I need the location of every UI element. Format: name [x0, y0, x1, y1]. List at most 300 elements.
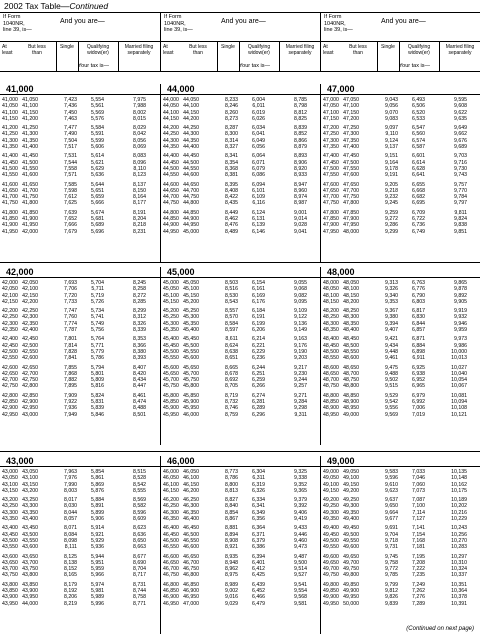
- qualifying-widow-tax-cell: 5,689: [91, 222, 104, 229]
- qualifying-widow-tax-cell: 5,824: [91, 392, 104, 399]
- but-less-than-cell: 43,050: [22, 469, 38, 475]
- single-tax-cell: 7,801: [64, 336, 77, 343]
- but-less-than-cell: 44,900: [183, 216, 199, 223]
- married-separate-tax-cell: 10,378: [451, 594, 467, 601]
- but-less-than-cell: 45,850: [183, 392, 199, 399]
- single-tax-cell: 8,408: [225, 187, 238, 194]
- qualifying-widow-tax-cell: 6,479: [252, 600, 265, 607]
- table-row: [161, 544, 321, 550]
- but-less-than-cell: 42,050: [22, 280, 38, 286]
- qualifying-widow-tax-cell: 7,100: [412, 503, 425, 510]
- qualifying-widow-tax-cell: 6,146: [252, 228, 265, 235]
- at-least-cell: 49,750: [323, 572, 339, 579]
- at-least-cell: 42,350: [2, 327, 18, 334]
- but-less-than-cell: 41,450: [22, 153, 38, 160]
- single-tax-cell: 9,070: [385, 109, 398, 116]
- table-row: [321, 229, 480, 235]
- at-least-cell: 47,000: [323, 97, 339, 103]
- single-tax-cell: 8,692: [225, 377, 238, 384]
- table-row: [161, 116, 321, 122]
- but-less-than-cell: 48,950: [343, 405, 359, 412]
- married-separate-tax-cell: 8,096: [133, 159, 146, 166]
- at-least-cell: 44,150: [163, 115, 179, 122]
- single-tax-cell: 8,746: [225, 405, 238, 412]
- married-separate-tax-cell: 9,824: [454, 216, 467, 223]
- single-tax-cell: 9,164: [385, 159, 398, 166]
- but-less-than-cell: 47,300: [343, 131, 359, 138]
- but-less-than-cell: 47,950: [343, 222, 359, 229]
- married-separate-tax-cell: 8,231: [133, 228, 146, 235]
- single-tax-cell: 8,246: [225, 103, 238, 110]
- qualifying-widow-tax-cell: 6,493: [412, 97, 425, 103]
- at-least-cell: 45,500: [163, 348, 179, 355]
- married-separate-tax-cell: 8,798: [294, 103, 307, 110]
- at-least-cell: 48,550: [323, 355, 339, 362]
- qualifying-widow-tax-cell: 6,401: [252, 559, 265, 566]
- qualifying-widow-tax-cell: 6,871: [412, 336, 425, 343]
- married-separate-tax-cell: 9,109: [294, 308, 307, 315]
- row-list: [0, 469, 160, 607]
- single-tax-cell: 9,664: [385, 509, 398, 516]
- married-separate-tax-cell: 9,932: [454, 314, 467, 321]
- income-block: [160, 84, 321, 262]
- single-tax-cell: 9,421: [385, 336, 398, 343]
- but-less-than-cell: 43,800: [22, 572, 38, 579]
- but-less-than-cell: 46,350: [183, 509, 199, 516]
- qualifying-widow-tax-cell: 5,779: [91, 348, 104, 355]
- at-least-cell: 49,950: [323, 600, 339, 607]
- but-less-than-cell: 48,550: [343, 348, 359, 355]
- single-tax-cell: 8,381: [225, 172, 238, 179]
- qualifying-widow-tax-cell: 6,229: [252, 348, 265, 355]
- single-tax-cell: 9,596: [385, 475, 398, 482]
- single-tax-cell: 7,760: [64, 314, 77, 321]
- income-heading-text: 41,000: [6, 84, 34, 94]
- but-less-than-cell: 43,900: [22, 588, 38, 595]
- single-tax-cell: 9,286: [385, 222, 398, 229]
- married-separate-tax-cell: 10,270: [451, 537, 467, 544]
- qualifying-widow-tax-cell: 5,816: [91, 383, 104, 390]
- married-separate-tax-cell: 9,460: [294, 537, 307, 544]
- at-least-cell: 45,900: [163, 405, 179, 412]
- but-less-than-cell: 46,600: [183, 544, 199, 551]
- table-row: [0, 516, 160, 522]
- but-less-than-cell: 42,300: [22, 314, 38, 321]
- single-tax-cell: 8,773: [225, 469, 238, 475]
- but-less-than-cell: 45,650: [183, 364, 199, 371]
- at-least-cell: 47,650: [323, 187, 339, 194]
- qualifying-widow-tax-cell: 5,621: [91, 159, 104, 166]
- single-tax-cell: 7,558: [64, 165, 77, 172]
- at-least-cell: 49,100: [323, 481, 339, 488]
- but-less-than-cell: 46,000: [183, 411, 199, 418]
- at-least-cell: 43,550: [2, 544, 18, 551]
- married-separate-tax-cell: 8,407: [133, 364, 146, 371]
- married-separate-tax-cell: 8,029: [133, 125, 146, 132]
- single-tax-cell: 9,704: [385, 531, 398, 538]
- single-tax-cell: 8,368: [225, 165, 238, 172]
- table-row: [0, 299, 160, 305]
- income-heading-text: 49,000: [327, 456, 355, 466]
- but-less-than-cell: 46,400: [183, 516, 199, 523]
- qualifying-widow-tax-cell: 7,276: [412, 594, 425, 601]
- single-tax-cell: 7,976: [64, 475, 77, 482]
- but-less-than-cell: 42,250: [22, 308, 38, 315]
- single-tax-cell: 9,812: [385, 588, 398, 595]
- but-less-than-cell: 43,000: [22, 411, 38, 418]
- at-least-cell: 48,100: [323, 292, 339, 299]
- qualifying-widow-tax-cell: 5,831: [91, 399, 104, 406]
- at-least-cell: 41,500: [2, 165, 18, 172]
- qualifying-widow-tax-cell: 5,704: [91, 280, 104, 286]
- but-less-than-cell: 45,750: [183, 377, 199, 384]
- but-less-than-cell: 43,300: [22, 503, 38, 510]
- but-less-than-cell: 45,150: [183, 292, 199, 299]
- but-less-than-cell: 49,600: [343, 544, 359, 551]
- income-block-heading: [0, 84, 160, 95]
- but-less-than-cell: 44,450: [183, 153, 199, 160]
- but-less-than-cell: 44,800: [183, 200, 199, 207]
- single-tax-cell: 8,786: [225, 475, 238, 482]
- income-heading-text: 44,000: [167, 84, 195, 94]
- single-tax-cell: 7,895: [64, 383, 77, 390]
- qualifying-widow-tax-cell: 7,046: [412, 475, 425, 482]
- at-least-cell: 49,400: [323, 525, 339, 532]
- married-separate-tax-cell: 9,541: [294, 581, 307, 588]
- qualifying-widow-tax-cell: 6,506: [412, 103, 425, 110]
- single-tax-cell: 9,826: [385, 594, 398, 601]
- qualifying-widow-tax-cell: 7,033: [412, 469, 425, 475]
- but-less-than-cell: 45,900: [183, 399, 199, 406]
- table-row: [321, 412, 480, 418]
- but-less-than-cell: 45,250: [183, 308, 199, 315]
- married-separate-tax-cell: 9,986: [454, 342, 467, 349]
- married-separate-tax-cell: 8,474: [133, 399, 146, 406]
- single-tax-cell: 8,260: [225, 109, 238, 116]
- married-separate-tax-cell: 8,366: [133, 342, 146, 349]
- but-less-than-cell: 43,400: [22, 516, 38, 523]
- married-separate-tax-cell: 10,243: [451, 525, 467, 532]
- at-least-cell: 45,050: [163, 286, 179, 293]
- married-separate-tax-cell: 8,690: [133, 559, 146, 566]
- single-tax-cell: 7,733: [64, 298, 77, 305]
- single-tax-cell: 9,097: [385, 125, 398, 132]
- single-tax-cell: 8,665: [225, 364, 238, 371]
- single-tax-cell: 9,448: [385, 348, 398, 355]
- but-less-than-cell: 49,850: [343, 581, 359, 588]
- married-separate-tax-cell: 10,040: [451, 370, 467, 377]
- single-tax-cell: 7,625: [64, 200, 77, 207]
- single-tax-cell: 9,677: [385, 516, 398, 523]
- married-separate-tax-cell: 10,081: [451, 392, 467, 399]
- single-tax-cell: 8,003: [64, 487, 77, 494]
- single-tax-cell: 9,016: [225, 594, 238, 601]
- qualifying-widow-tax-cell: 5,719: [91, 292, 104, 299]
- single-tax-cell: 8,732: [225, 399, 238, 406]
- but-less-than-cell: 43,150: [22, 481, 38, 488]
- married-separate-tax-cell: 8,812: [294, 109, 307, 116]
- qualifying-widow-tax-cell: 6,763: [412, 280, 425, 286]
- at-least-cell: 43,000: [2, 469, 18, 475]
- qualifying-widow-tax-cell: 6,064: [252, 153, 265, 160]
- at-least-cell: 46,650: [163, 559, 179, 566]
- married-separate-tax-cell: 9,851: [454, 228, 467, 235]
- at-least-cell: 44,100: [163, 109, 179, 116]
- but-less-than-cell: 46,900: [183, 588, 199, 595]
- at-least-cell: 43,750: [2, 572, 18, 579]
- single-tax-cell: 8,908: [225, 537, 238, 544]
- single-tax-cell: 8,314: [225, 137, 238, 144]
- at-least-cell: 42,150: [2, 298, 18, 305]
- but-less-than-cell: 44,600: [183, 172, 199, 179]
- at-least-cell: 46,950: [163, 600, 179, 607]
- income-block-heading: [0, 267, 160, 278]
- at-least-cell: 44,650: [163, 187, 179, 194]
- qualifying-widow-tax-cell: 7,114: [412, 509, 425, 516]
- single-tax-cell: 8,125: [64, 553, 77, 560]
- at-least-cell: 49,000: [323, 469, 339, 475]
- qualifying-widow-tax-cell: 5,839: [91, 405, 104, 412]
- qualifying-widow-tax-cell: 7,006: [412, 405, 425, 412]
- but-less-than-cell: 50,000: [343, 600, 359, 607]
- table-header: [0, 12, 480, 72]
- at-least-cell: 47,850: [323, 216, 339, 223]
- qualifying-widow-tax-cell: 6,965: [412, 383, 425, 390]
- single-tax-cell: 9,610: [385, 481, 398, 488]
- but-less-than-cell: 44,650: [183, 181, 199, 188]
- married-separate-tax-cell: 8,920: [294, 165, 307, 172]
- qualifying-widow-tax-cell: 6,614: [412, 159, 425, 166]
- qualifying-widow-tax-cell: 6,364: [252, 525, 265, 532]
- at-least-cell: 47,950: [323, 228, 339, 235]
- married-separate-tax-cell: 9,649: [454, 125, 467, 132]
- table-row: [161, 516, 321, 522]
- married-separate-tax-cell: 9,500: [294, 559, 307, 566]
- single-tax-cell: 9,178: [385, 165, 398, 172]
- at-least-cell: 42,100: [2, 292, 18, 299]
- but-less-than-cell: 44,050: [183, 97, 199, 103]
- qualifying-widow-tax-cell: 5,681: [91, 216, 104, 223]
- single-tax-cell: 8,759: [225, 411, 238, 418]
- but-less-than-cell: 43,550: [22, 537, 38, 544]
- married-separate-tax-cell: 10,310: [451, 559, 467, 566]
- single-tax-cell: 8,030: [64, 503, 77, 510]
- single-tax-cell: 8,651: [225, 355, 238, 362]
- married-separate-tax-cell: 8,299: [133, 308, 146, 315]
- at-least-cell: 42,450: [2, 342, 18, 349]
- at-least-cell: 44,350: [163, 144, 179, 151]
- single-tax-cell: 8,813: [225, 487, 238, 494]
- qualifying-widow-tax-cell: 5,614: [91, 153, 104, 160]
- row-list: [321, 280, 480, 418]
- but-less-than-cell: 44,750: [183, 194, 199, 201]
- income-block-heading: [321, 84, 480, 95]
- income-heading-text: 48,000: [327, 267, 355, 277]
- at-least-cell: 46,450: [163, 531, 179, 538]
- single-tax-cell: 8,152: [64, 566, 77, 573]
- married-separate-tax-cell: 9,473: [294, 544, 307, 551]
- but-less-than-cell: 46,200: [183, 487, 199, 494]
- at-least-label: At least: [323, 44, 334, 56]
- married-separate-tax-cell: 10,067: [451, 383, 467, 390]
- single-tax-cell: 8,935: [225, 553, 238, 560]
- married-separate-tax-cell: 9,622: [454, 109, 467, 116]
- but-less-than-cell: 47,100: [343, 103, 359, 110]
- table-row: [0, 144, 160, 150]
- at-least-cell: 45,800: [163, 392, 179, 399]
- married-separate-tax-cell: 8,825: [294, 115, 307, 122]
- single-label: Single: [60, 44, 74, 50]
- single-tax-cell: 8,975: [225, 572, 238, 579]
- qualifying-widow-tax-cell: 6,071: [252, 159, 265, 166]
- at-least-cell: 44,700: [163, 194, 179, 201]
- qualifying-widow-tax-cell: 6,655: [412, 181, 425, 188]
- qualifying-widow-tax-cell: 7,168: [412, 537, 425, 544]
- at-least-cell: 48,350: [323, 327, 339, 334]
- but-less-than-cell: 42,000: [22, 228, 38, 235]
- single-tax-cell: 7,787: [64, 327, 77, 334]
- qualifying-widow-tax-cell: 6,259: [252, 377, 265, 384]
- married-separate-tax-cell: 8,609: [133, 516, 146, 523]
- your-tax-is-label: Your tax is—: [239, 63, 270, 69]
- married-separate-tax-cell: 9,568: [294, 594, 307, 601]
- married-separate-tax-cell: 10,202: [451, 503, 467, 510]
- but-less-than-cell: 43,950: [22, 594, 38, 601]
- qualifying-widow-tax-cell: 6,952: [412, 377, 425, 384]
- married-separate-tax-cell: 10,135: [451, 469, 467, 475]
- but-less-than-cell: 48,700: [343, 370, 359, 377]
- but-less-than-cell: 47,000: [183, 600, 199, 607]
- married-separate-tax-cell: 9,878: [454, 286, 467, 293]
- qualifying-widow-tax-cell: 5,554: [91, 97, 104, 103]
- and-you-are-label: And you are—: [381, 18, 426, 25]
- qualifying-widow-tax-cell: 7,127: [412, 516, 425, 523]
- but-less-than-cell: 42,400: [22, 327, 38, 334]
- but-less-than-cell: 49,700: [343, 559, 359, 566]
- at-least-cell: 47,050: [323, 103, 339, 110]
- at-least-cell: 43,900: [2, 594, 18, 601]
- at-least-cell: 43,700: [2, 566, 18, 573]
- but-less-than-cell: 47,750: [343, 194, 359, 201]
- page-title: 2002 Tax Table—Continued: [4, 1, 109, 11]
- married-separate-tax-cell: 9,743: [454, 172, 467, 179]
- married-separate-tax-cell: 9,271: [294, 392, 307, 399]
- single-tax-cell: 7,544: [64, 159, 77, 166]
- at-least-cell: 44,400: [163, 153, 179, 160]
- at-least-cell: 46,100: [163, 481, 179, 488]
- but-less-than-cell: 46,300: [183, 503, 199, 510]
- but-less-than-cell: 49,750: [343, 566, 359, 573]
- at-least-cell: 49,250: [323, 503, 339, 510]
- but-less-than-cell: 41,100: [22, 103, 38, 110]
- at-least-cell: 41,400: [2, 153, 18, 160]
- but-less-than-cell: 44,250: [183, 125, 199, 132]
- but-less-than-cell: 42,150: [22, 292, 38, 299]
- married-separate-tax-cell: 8,380: [133, 348, 146, 355]
- at-least-cell: 48,200: [323, 308, 339, 315]
- at-least-cell: 47,600: [323, 181, 339, 188]
- table-row: [161, 327, 321, 333]
- qualifying-widow-tax-cell: 6,244: [252, 364, 265, 371]
- at-least-cell: 48,450: [323, 342, 339, 349]
- but-less-than-cell: 47,800: [343, 200, 359, 207]
- at-least-cell: 47,250: [323, 131, 339, 138]
- married-separate-tax-cell: 8,528: [133, 475, 146, 482]
- married-separate-tax-cell: 8,515: [133, 469, 146, 475]
- at-least-cell: 46,600: [163, 553, 179, 560]
- married-separate-tax-cell: 9,865: [454, 280, 467, 286]
- married-separate-tax-cell: 9,959: [454, 327, 467, 334]
- married-separate-tax-cell: 7,988: [133, 103, 146, 110]
- qualifying-widow-tax-cell: 6,533: [412, 115, 425, 122]
- single-tax-cell: 8,503: [225, 280, 238, 286]
- married-separate-tax-cell: 8,758: [133, 594, 146, 601]
- qualifying-widow-tax-cell: 6,086: [252, 172, 265, 179]
- qualifying-widow-tax-cell: 6,911: [412, 355, 425, 362]
- table-row: [0, 572, 160, 578]
- but-less-than-cell: 48,100: [343, 286, 359, 293]
- but-less-than-cell: 49,150: [343, 481, 359, 488]
- single-tax-cell: 9,367: [385, 308, 398, 315]
- but-less-than-cell: 48,600: [343, 355, 359, 362]
- married-separate-tax-cell: 10,094: [451, 399, 467, 406]
- single-tax-cell: 8,705: [225, 383, 238, 390]
- married-separate-tax-cell: 8,339: [133, 327, 146, 334]
- single-tax-cell: 9,502: [385, 377, 398, 384]
- qualifying-widow-tax-cell: 6,709: [412, 209, 425, 216]
- but-less-than-cell: 42,750: [22, 377, 38, 384]
- single-tax-cell: 9,299: [385, 228, 398, 235]
- table-row: [321, 172, 480, 178]
- married-separate-tax-cell: 10,364: [451, 588, 467, 595]
- table-row: [161, 601, 321, 607]
- single-tax-cell: 8,111: [64, 544, 77, 551]
- married-separate-tax-cell: 8,501: [133, 411, 146, 418]
- married-separate-tax-cell: 9,244: [294, 377, 307, 384]
- table-row: [0, 488, 160, 494]
- married-separate-tax-cell: 8,447: [133, 383, 146, 390]
- qualifying-widow-tax-cell: 7,154: [412, 531, 425, 538]
- qualifying-widow-tax-cell: 6,206: [252, 327, 265, 334]
- but-less-than-cell: 48,350: [343, 320, 359, 327]
- single-tax-cell: 8,584: [225, 320, 238, 327]
- married-separate-tax-cell: 8,069: [133, 144, 146, 151]
- row-list: [161, 97, 321, 235]
- qualifying-widow-tax-cell: 6,466: [252, 594, 265, 601]
- but-less-than-cell: 46,750: [183, 566, 199, 573]
- single-tax-cell: 8,287: [225, 125, 238, 132]
- married-filing-separately-label: Married filing separately: [124, 44, 154, 56]
- qualifying-widow-tax-cell: 7,235: [412, 572, 425, 579]
- married-separate-tax-cell: 9,905: [454, 298, 467, 305]
- married-separate-tax-cell: 10,297: [451, 553, 467, 560]
- at-least-cell: 41,600: [2, 181, 18, 188]
- but-less-than-cell: 41,750: [22, 194, 38, 201]
- table-row: [321, 572, 480, 578]
- but-less-than-cell: 45,050: [183, 280, 199, 286]
- row-list: [0, 280, 160, 418]
- qualifying-widow-tax-cell: 5,591: [91, 131, 104, 138]
- but-less-than-label: But less than: [349, 44, 367, 56]
- qualifying-widow-tax-cell: 6,214: [252, 336, 265, 343]
- but-less-than-cell: 48,300: [343, 314, 359, 321]
- married-separate-tax-cell: 9,284: [294, 399, 307, 406]
- qualifying-widow-tax-cell: 5,644: [91, 181, 104, 188]
- single-tax-cell: 8,867: [225, 516, 238, 523]
- table-row: [321, 200, 480, 206]
- qualifying-widow-tax-cell: 6,131: [252, 216, 265, 223]
- married-separate-tax-cell: 10,054: [451, 377, 467, 384]
